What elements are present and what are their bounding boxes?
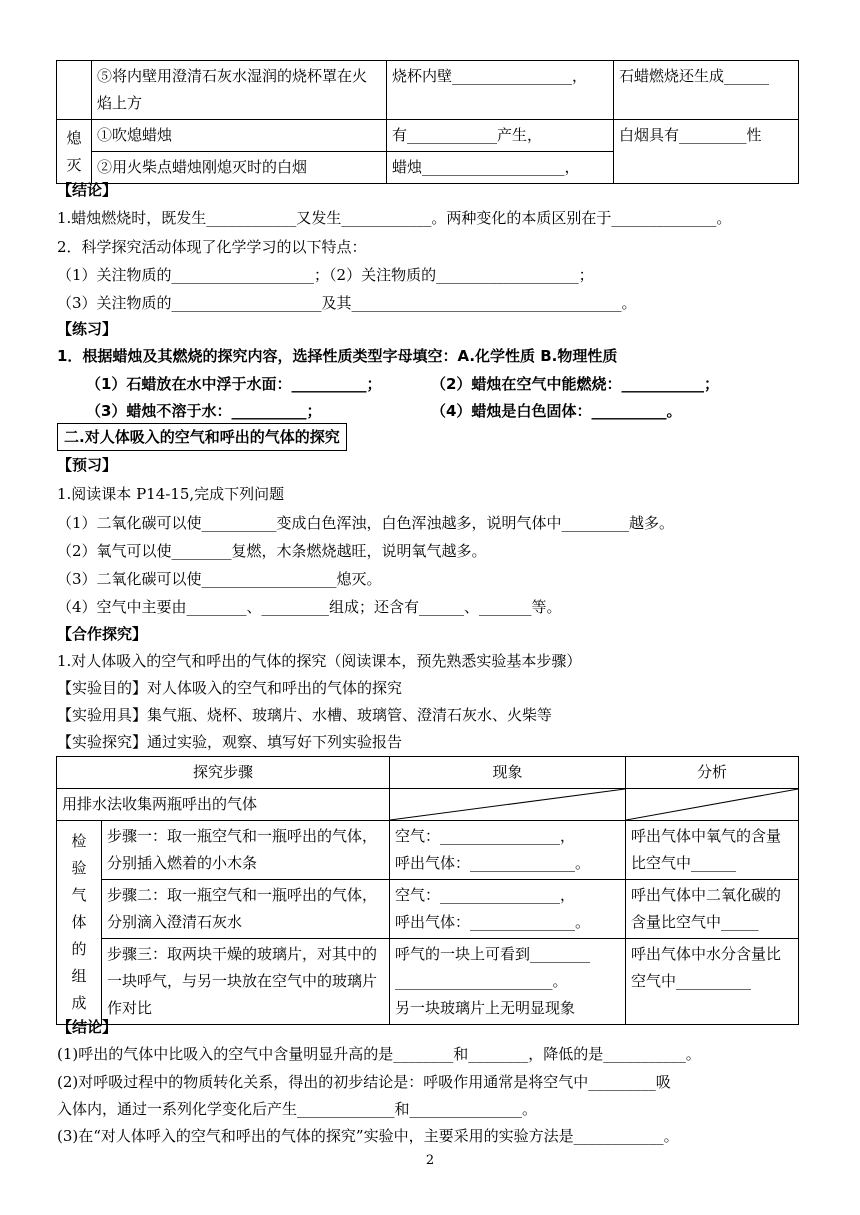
conclusion2-line: (2)对呼吸过程中的物质转化关系，得出的初步结论是：呼吸作用通常是将空气中_________吸 — [57, 1073, 671, 1091]
phenomenon-cell: 空气：________________， 呼出气体：______________。 — [390, 880, 626, 939]
collect-gas-row: 用排水法收集两瓶呼出的气体 — [57, 789, 390, 821]
phenomenon-cell: 烧杯内壁________________， — [387, 61, 614, 120]
conclusion-line: 2．科学探究活动体现了化学学习的以下特点： — [57, 238, 367, 256]
conclusion-line: 1.蜡烛燃烧时，既发生____________又发生____________。两种变化的本质区别在于______________。 — [57, 209, 732, 227]
practice-item: （2）蜡烛在空气中能燃烧：___________； — [431, 375, 719, 393]
section-title: 二.对人体吸入的空气和呼出的气体的探究 — [57, 423, 347, 451]
preview-line: （4）空气中主要由________、_________组成；还含有______、_______等。 — [57, 598, 562, 616]
practice-item: （3）蜡烛不溶于水：__________； — [86, 402, 322, 420]
practice-question: 1．根据蜡烛及其燃烧的探究内容，选择性质类型字母填空：A.化学性质 B.物理性质 — [57, 347, 618, 365]
coop-line: 1.对人体吸入的空气和呼出的气体的探究（阅读课本，预先熟悉实验基本步骤） — [57, 652, 582, 670]
analysis-cell: 呼出气体中氧气的含量比空气中______ — [626, 821, 799, 880]
step-cell: 步骤一：取一瓶空气和一瓶呼出的气体，分别插入燃着的小木条 — [102, 821, 390, 880]
preview-heading: 【预习】 — [57, 456, 118, 474]
header-phenomenon: 现象 — [390, 757, 626, 789]
phenomenon-cell: 空气：________________， 呼出气体：______________。 — [390, 821, 626, 880]
coop-line: 【实验目的】对人体吸入的空气和呼出的气体的探究 — [57, 679, 403, 697]
conclusion-line: （3）关注物质的____________________及其____________________________________。 — [57, 294, 637, 312]
phenomenon-cell: 有____________产生， — [387, 120, 614, 152]
practice-item: （1）石蜡放在水中浮于水面：__________； — [86, 375, 382, 393]
analysis-cell: 石蜡燃烧还生成______ — [614, 61, 799, 120]
coop-heading: 【合作探究】 — [57, 625, 148, 643]
preview-line: （1）二氧化碳可以使__________变成白色浑浊，白色浑浊越多，说明气体中_________越多。 — [57, 514, 675, 532]
diagonal-cell — [626, 789, 799, 821]
header-step: 探究步骤 — [57, 757, 390, 789]
step-cell: ⑤将内壁用澄清石灰水湿润的烧杯罩在火焰上方 — [92, 61, 387, 120]
step-cell: 步骤二：取一瓶空气和一瓶呼出的气体，分别滴入澄清石灰水 — [102, 880, 390, 939]
conclusion2-line: (1)呼出的气体中比吸入的空气中含量明显升高的是________和________，降低的是___________。 — [57, 1045, 701, 1063]
practice-item: （4）蜡烛是白色固体：__________。 — [431, 402, 682, 420]
analysis-cell: 白烟具有_________性 — [614, 120, 799, 184]
blank-label-cell — [57, 61, 92, 120]
candle-experiment-table — [56, 60, 799, 184]
coop-line: 【实验用具】集气瓶、烧杯、玻璃片、水槽、玻璃管、澄清石灰水、火柴等 — [57, 706, 553, 724]
conclusion2-line: (3)在“对人体呼入的空气和呼出的气体的探究”实验中，主要采用的实验方法是____________。 — [57, 1127, 679, 1145]
analysis-cell: 呼出气体中二氧化碳的含量比空气中_____ — [626, 880, 799, 939]
step-cell: ②用火柴点蜡烛刚熄灭时的白烟 — [92, 152, 387, 184]
coop-line: 【实验探究】通过实验，观察、填写好下列实验报告 — [57, 733, 403, 751]
analysis-cell: 呼出气体中水分含量比空气中__________ — [626, 939, 799, 1025]
conclusion-line: （1）关注物质的___________________；（2）关注物质的___________________； — [57, 266, 594, 284]
conclusion2-heading: 【结论】 — [57, 1018, 118, 1036]
extinguish-label: 熄 灭 — [57, 120, 92, 184]
diagonal-cell — [390, 789, 626, 821]
preview-line: 1.阅读课本 P14-15,完成下列问题 — [57, 485, 285, 503]
page-number: 2 — [425, 1153, 435, 1168]
gas-composition-label: 检 验 气 体 的 组 成 — [57, 821, 102, 1025]
header-analysis: 分析 — [626, 757, 799, 789]
phenomenon-cell: 蜡烛___________________， — [387, 152, 614, 184]
practice-heading: 【练习】 — [57, 320, 118, 338]
experiment-report-table — [56, 756, 799, 1025]
conclusion2-line: 入体内，通过一系列化学变化后产生_____________和_______________。 — [57, 1100, 538, 1118]
conclusion-heading: 【结论】 — [57, 181, 118, 199]
preview-line: （3）二氧化碳可以使__________________熄灭。 — [57, 570, 382, 588]
step-cell: ①吹熄蜡烛 — [92, 120, 387, 152]
preview-line: （2）氧气可以使________复燃，木条燃烧越旺，说明氧气越多。 — [57, 542, 487, 560]
phenomenon-cell: 呼气的一块上可看到________ _____________________。 另一块玻璃片上无明显现象 — [390, 939, 626, 1025]
step-cell: 步骤三：取两块干燥的玻璃片，对其中的一块呼气，与另一块放在空气中的玻璃片作对比 — [102, 939, 390, 1025]
